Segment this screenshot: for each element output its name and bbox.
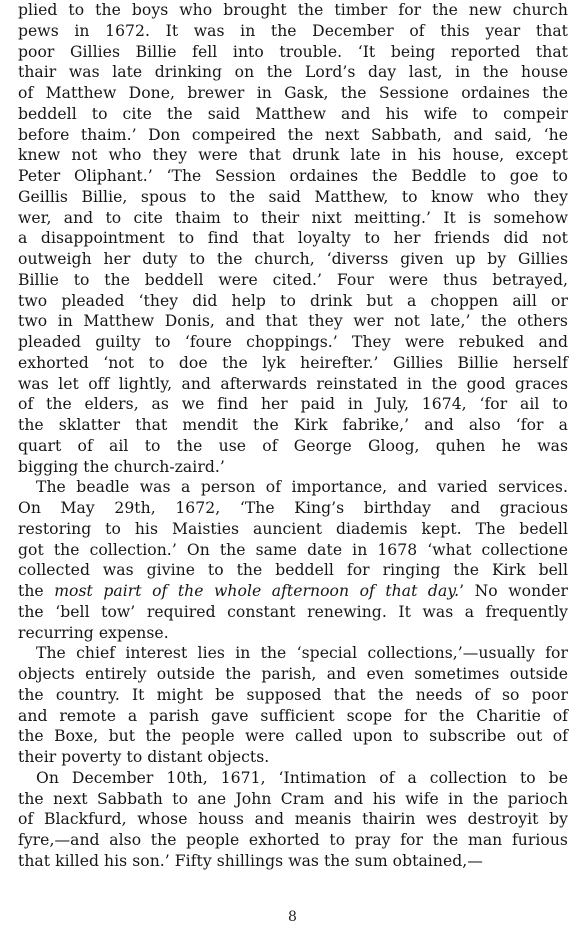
text-line: Peter Oliphant.’ ‘The Session ordaines the Beddle to goe to — [18, 167, 568, 185]
text-line: the sklatter that mendit the Kirk fabrike,’ and also ‘for a — [18, 416, 568, 434]
text-line: outweigh her duty to the church, ‘diverss given up by Gillies — [18, 250, 568, 268]
text-line: their poverty to distant objects. — [18, 748, 270, 766]
text-line: beddell to cite the said Matthew and his wife to compeir — [18, 104, 568, 123]
text-line: bigging the church-zaird.’ — [18, 457, 225, 476]
text-line: of Blackfurd, whose houss and meanis thairin wes destroyit by — [18, 810, 568, 829]
text-line: the most pairt of the whole afternoon of that day.’ No wonder — [18, 582, 568, 600]
text-line: of the elders, as we find her paid in July, 1674, ‘for ail to — [18, 395, 568, 414]
text-line: was let off lightly, and afterwards reinstated in the good graces — [18, 374, 568, 393]
document-page — [18, 0, 568, 925]
text-line: a disappointment to find that loyalty to her friends did not — [18, 229, 568, 248]
page-folio: 8 — [288, 909, 297, 925]
text-line: recurring expense. — [18, 623, 169, 642]
text-line: On May 29th, 1672, ‘The King’s birthday and gracious — [18, 499, 568, 517]
text-line: fyre,—and also the people exhorted to pray for the man furious — [18, 831, 568, 849]
text-line: Geillis Billie, spous to the said Matthew, to know who they — [18, 187, 568, 206]
text-line: plied to the boys who brought the timber for the new church — [18, 1, 568, 19]
italic-phrase: most pairt of the whole afternoon of that day. — [54, 582, 460, 600]
text-line: wer, and to cite thaim to their nixt meitting.’ It is somehow — [18, 208, 568, 227]
paragraph — [18, 643, 568, 768]
text-line: collected was givine to the beddell for ringing the Kirk bell — [18, 561, 568, 580]
text-line: two in Matthew Donis, and that they wer not late,’ the others — [18, 312, 568, 331]
text-line: pews in 1672. It was in the December of this year that — [18, 21, 568, 40]
text-line: knew not who they were that drunk late in his house, except — [18, 146, 568, 165]
document-body — [18, 0, 568, 872]
text-line: and remote a parish gave sufficient scope for the Charitie of — [18, 706, 568, 725]
text-line: restoring to his Maisties auncient diademis kept. The bedell — [18, 519, 568, 538]
text-line: the Boxe, but the people were called upon to subscribe out of — [18, 727, 568, 746]
paragraph — [18, 768, 568, 872]
text-line: The chief interest lies in the ‘special collections,’—usually for — [36, 644, 568, 663]
text-line: two pleaded ‘they did help to drink but a choppen aill or — [18, 291, 568, 310]
text-line: exhorted ‘not to doe the lyk heirefter.’ Gillies Billie herself — [18, 353, 568, 372]
text-line: the next Sabbath to ane John Cram and his wife in the parioch — [18, 789, 568, 808]
text-line: thair was late drinking on the Lord’s day last, in the house — [18, 63, 568, 82]
text-line: the country. It might be supposed that the needs of so poor — [18, 685, 568, 704]
text-line: objects entirely outside the parish, and even sometimes outside — [18, 665, 568, 683]
text-line: poor Gillies Billie fell into trouble. ‘It being reported that — [18, 42, 568, 61]
text-line: before thaim.’ Don compeired the next Sabbath, and said, ‘he — [18, 125, 568, 144]
text-line: got the collection.’ On the same date in 1678 ‘what collectione — [18, 540, 568, 559]
text-line: that killed his son.’ Fifty shillings was the sum obtained,— — [18, 851, 483, 870]
text-line: the ‘bell tow’ required constant renewing. It was a frequently — [18, 602, 568, 621]
text-line: of Matthew Done, brewer in Gask, the Sessione ordaines the — [18, 84, 568, 102]
paragraph — [18, 477, 568, 643]
text-line: Billie to the beddell were cited.’ Four were thus betrayed, — [18, 270, 568, 289]
paragraph — [18, 0, 568, 477]
text-line: On December 10th, 1671, ‘Intimation of a collection to be — [36, 768, 568, 787]
text-line: quart of ail to the use of George Gloog, quhen he was — [18, 436, 568, 455]
text-line: The beadle was a person of importance, and varied services. — [36, 478, 568, 497]
text-line: pleaded guilty to ‘foure choppings.’ They were rebuked and — [18, 333, 568, 351]
